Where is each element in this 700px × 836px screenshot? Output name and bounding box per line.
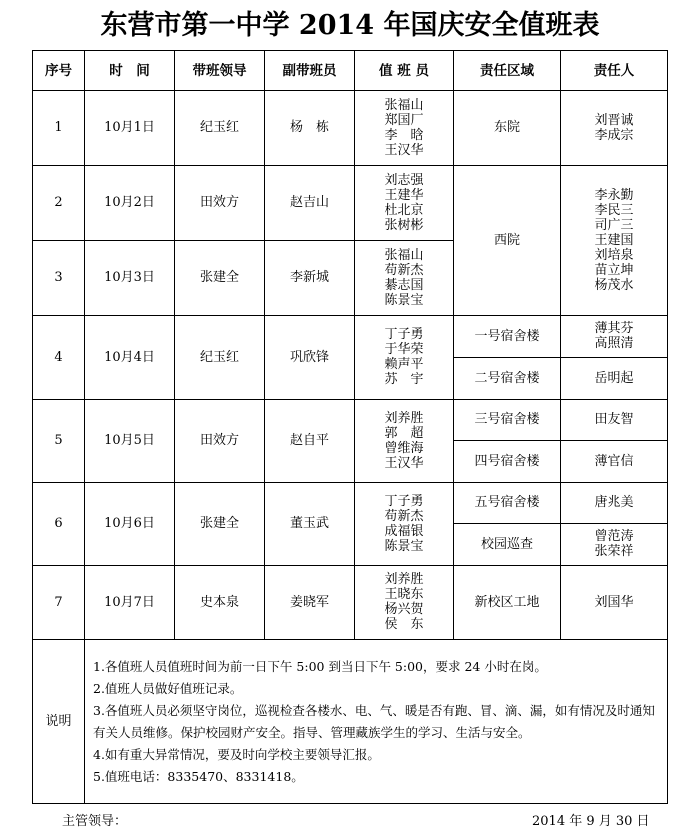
- person-cell: 唐兆美: [561, 483, 668, 524]
- staff-name: 成福银: [384, 523, 424, 539]
- staff-name: 王建华: [384, 187, 424, 203]
- row-deputy: 董玉武: [265, 483, 355, 566]
- person-cell: [561, 91, 668, 166]
- notes-body: [85, 640, 668, 804]
- person-name: 李民三: [594, 202, 634, 218]
- row-deputy: 赵自平: [265, 400, 355, 483]
- row-date: 10月5日: [85, 400, 175, 483]
- staff-name: 于华荣: [384, 342, 424, 357]
- person-cell: [561, 524, 668, 566]
- table-row: [33, 566, 668, 640]
- area-cell: 校园巡查: [454, 524, 561, 566]
- row-deputy: 赵吉山: [265, 166, 355, 241]
- staff-name: 王汉华: [384, 142, 424, 158]
- person-name: 高照清: [594, 336, 634, 351]
- person-cell: 薄官信: [561, 441, 668, 483]
- person-name: 杨茂水: [594, 277, 634, 293]
- staff-name: 张福山: [384, 247, 424, 263]
- row-leader: 田效方: [175, 400, 265, 483]
- note-item: 4.如有重大异常情况，要及时向学校主要领导汇报。: [93, 746, 380, 762]
- row-leader: 张建全: [175, 483, 265, 566]
- table-row: [33, 316, 668, 358]
- table-row: [33, 483, 668, 524]
- staff-name: 刘养胜: [384, 572, 424, 587]
- header-no: 序号: [33, 51, 85, 91]
- header-area: 责任区域: [454, 51, 561, 91]
- staff-name: 李 晗: [384, 127, 424, 143]
- row-date: 10月2日: [85, 166, 175, 241]
- row-date: 10月7日: [85, 566, 175, 640]
- header-time: 时 间: [85, 51, 175, 91]
- person-name: 王建国: [594, 232, 634, 248]
- person-name: 苗立坤: [594, 262, 634, 278]
- header-row: [33, 51, 668, 91]
- staff-name: 丁子勇: [384, 327, 424, 342]
- row-date: 10月3日: [85, 241, 175, 316]
- staff-name: 陈景宝: [384, 292, 424, 308]
- person-cell: [561, 316, 668, 358]
- area-cell: 五号宿舍楼: [454, 483, 561, 524]
- note-item: 2.值班人员做好值班记录。: [93, 680, 243, 696]
- staff-name: 苏 宇: [384, 372, 424, 387]
- staff-name: 郭 超: [384, 425, 424, 441]
- area-cell: 四号宿舍楼: [454, 441, 561, 483]
- person-name: 薄其芬: [594, 321, 634, 336]
- row-staff: [355, 316, 454, 400]
- row-deputy: 杨 栋: [265, 91, 355, 166]
- row-no: 6: [33, 483, 85, 566]
- person-cell: 岳明起: [561, 358, 668, 400]
- note-item: 3.各值班人员必须坚守岗位，巡视检查各楼水、电、气、暖是否有跑、冒、滴、漏，如有情况及时通知有关人员维修。保护校园财产安全。指导、管理藏族学生的学习、生活与安全。: [93, 702, 655, 740]
- table-row: [33, 91, 668, 166]
- row-date: 10月6日: [85, 483, 175, 566]
- header-staff: 值 班 员: [355, 51, 454, 91]
- notes-row: [33, 640, 668, 804]
- row-no: 5: [33, 400, 85, 483]
- area-cell: 西院: [454, 166, 561, 316]
- row-staff: [355, 566, 454, 640]
- table-row: [33, 166, 668, 241]
- person-name: 司广三: [594, 217, 634, 233]
- person-name: 曾范涛: [594, 529, 634, 544]
- person-name: 张荣祥: [594, 544, 634, 559]
- row-no: 4: [33, 316, 85, 400]
- note-item: 1.各值班人员值班时间为前一日下午 5:00 到当日下午 5:00，要求 24 小时在岗。: [93, 658, 547, 674]
- row-date: 10月1日: [85, 91, 175, 166]
- staff-name: 张树彬: [384, 217, 424, 233]
- person-cell: 田友智: [561, 400, 668, 441]
- staff-name: 王汉华: [384, 455, 424, 471]
- staff-name: 丁子勇: [384, 493, 424, 509]
- row-no: 2: [33, 166, 85, 241]
- supervisor-label: 主管领导：: [62, 814, 128, 829]
- staff-name: 赖声平: [384, 357, 424, 372]
- duty-table: [32, 50, 668, 804]
- staff-name: 张福山: [384, 97, 424, 113]
- header-person: 责任人: [561, 51, 668, 91]
- table-row: [33, 400, 668, 441]
- row-staff: [355, 91, 454, 166]
- person-cell: 刘国华: [561, 566, 668, 640]
- area-cell: 东院: [454, 91, 561, 166]
- person-name: 刘晋诚: [594, 112, 634, 128]
- staff-name: 綦志国: [384, 277, 424, 293]
- row-leader: 张建全: [175, 241, 265, 316]
- area-cell: 新校区工地: [454, 566, 561, 640]
- staff-name: 杜北京: [384, 202, 424, 218]
- notes-label: 说明: [33, 640, 85, 804]
- staff-name: 曾维海: [384, 440, 424, 456]
- area-cell: 三号宿舍楼: [454, 400, 561, 441]
- row-no: 7: [33, 566, 85, 640]
- row-deputy: 巩欣锋: [265, 316, 355, 400]
- staff-name: 刘志强: [384, 172, 424, 188]
- row-deputy: 李新城: [265, 241, 355, 316]
- person-name: 刘培泉: [594, 247, 634, 263]
- area-cell: 一号宿舍楼: [454, 316, 561, 358]
- row-leader: 田效方: [175, 166, 265, 241]
- row-date: 10月4日: [85, 316, 175, 400]
- row-deputy: 姜晓军: [265, 566, 355, 640]
- row-staff: [355, 400, 454, 483]
- row-staff: [355, 241, 454, 316]
- staff-name: 杨兴贺: [384, 602, 424, 617]
- row-no: 1: [33, 91, 85, 166]
- staff-name: 苟新杰: [384, 508, 424, 524]
- staff-name: 陈景宝: [384, 538, 424, 554]
- staff-name: 苟新杰: [384, 262, 424, 278]
- note-item: 5.值班电话：8335470、8331418。: [93, 768, 304, 784]
- row-leader: 史本泉: [175, 566, 265, 640]
- person-cell: [561, 166, 668, 316]
- area-cell: 二号宿舍楼: [454, 358, 561, 400]
- row-staff: [355, 166, 454, 241]
- person-name: 李成宗: [594, 127, 634, 143]
- document-date: 2014 年 9 月 30 日: [532, 814, 650, 829]
- staff-name: 王晓东: [384, 587, 424, 602]
- row-leader: 纪玉红: [175, 91, 265, 166]
- staff-name: 侯 东: [384, 617, 424, 632]
- header-leader: 带班领导: [175, 51, 265, 91]
- row-no: 3: [33, 241, 85, 316]
- staff-name: 郑国厂: [384, 112, 424, 128]
- staff-name: 刘养胜: [384, 410, 424, 426]
- person-name: 李永勤: [594, 187, 634, 203]
- row-staff: [355, 483, 454, 566]
- row-leader: 纪玉红: [175, 316, 265, 400]
- page-title: 东营市第一中学 2014 年国庆安全值班表: [100, 10, 600, 41]
- header-deputy: 副带班员: [265, 51, 355, 91]
